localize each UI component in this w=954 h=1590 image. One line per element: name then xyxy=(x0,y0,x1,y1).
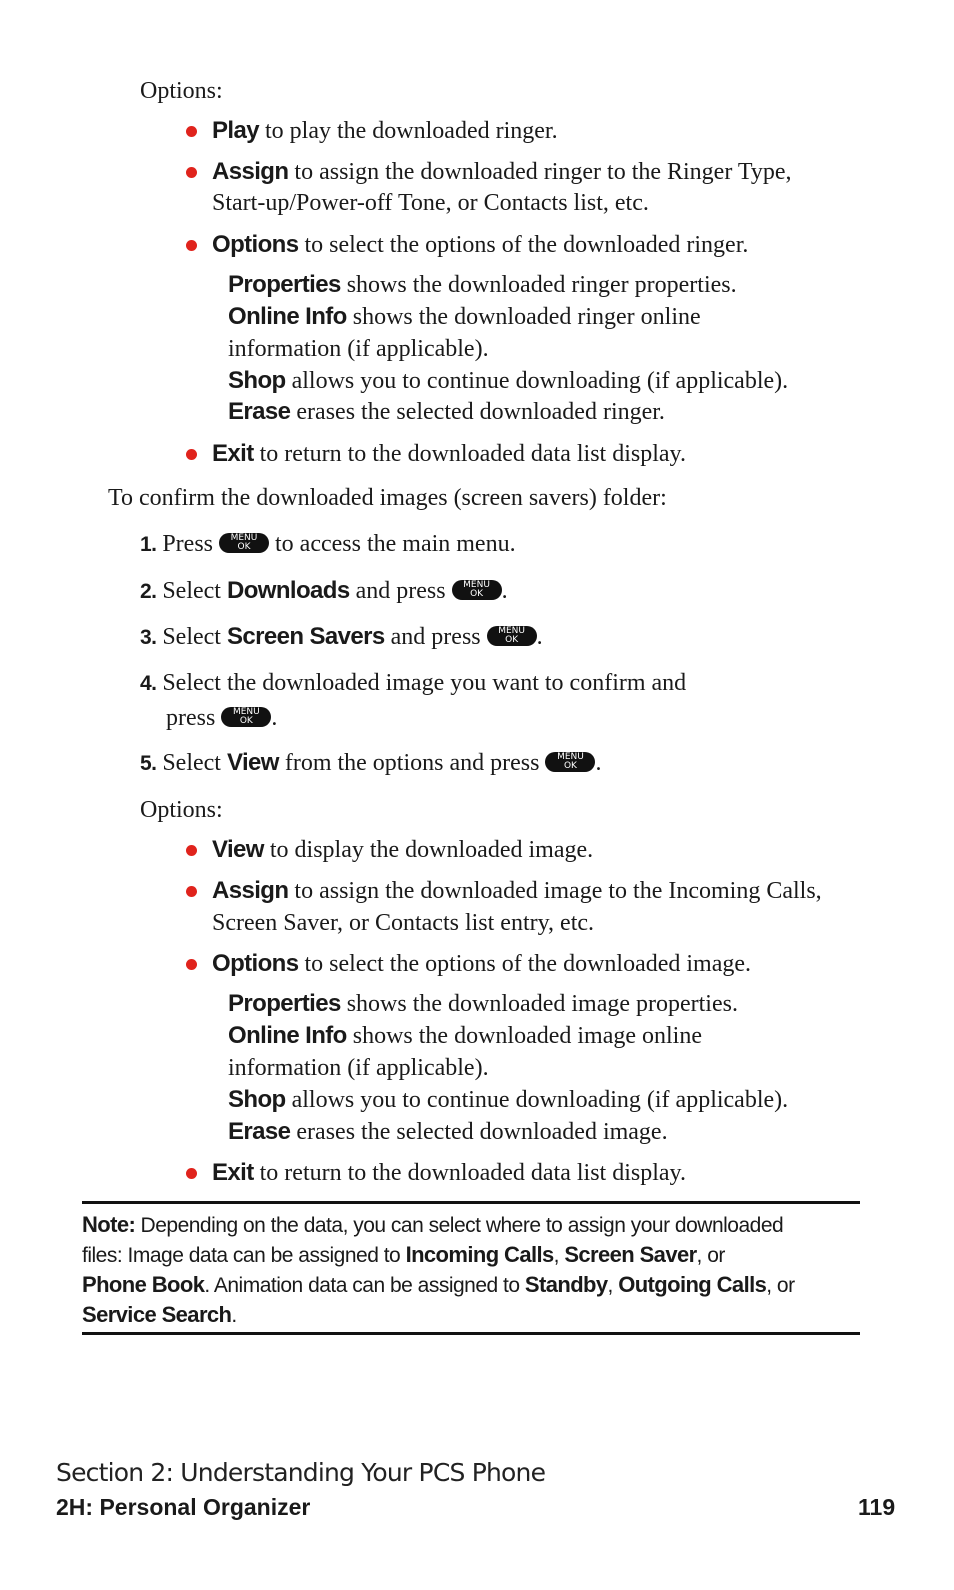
image-assign-item: Assign to assign the downloaded image to the Incoming Calls, xyxy=(212,877,822,904)
step-3: 3. Select Screen Savers and press MENU OK . xyxy=(140,623,543,650)
bullet-icon xyxy=(186,449,197,460)
bullet-icon xyxy=(186,240,197,251)
confirm-intro: To confirm the downloaded images (screen savers) folder: xyxy=(108,485,667,511)
menu-ok-key-icon: MENU OK xyxy=(487,626,537,646)
note-text: Note: Depending on the data, you can select where to assign your downloaded files: Image data can be assigned to Incoming Calls, Screen Saver, or Phone Book. Animation data can be assigned to Standby, Outgoing Calls, or Service Search. xyxy=(82,1212,795,1327)
image-exit-item: Exit to return to the downloaded data list display. xyxy=(212,1159,686,1186)
menu-ok-key-icon: MENU OK xyxy=(221,707,271,727)
image-erase: Erase erases the selected downloaded image. xyxy=(228,1118,668,1145)
image-online-info: Online Info shows the downloaded image online xyxy=(228,1022,702,1049)
ringer-shop: Shop allows you to continue downloading (if applicable). xyxy=(228,367,789,394)
ringer-erase: Erase erases the selected downloaded ringer. xyxy=(228,398,665,425)
options-label: Options: xyxy=(140,78,223,104)
step-2: 2. Select Downloads and press MENU OK . xyxy=(140,577,508,604)
image-assign-item-cont: Screen Saver, or Contacts list entry, etc. xyxy=(212,910,595,936)
page-number: 119 xyxy=(858,1494,896,1520)
note-box xyxy=(82,1201,860,1335)
options-label: Options: xyxy=(140,797,223,823)
menu-ok-key-icon: MENU OK xyxy=(452,580,502,600)
bullet-icon xyxy=(186,845,197,856)
ringer-assign-item-cont: Start-up/Power-off Tone, or Contacts list, etc. xyxy=(212,190,649,216)
bullet-icon xyxy=(186,1168,197,1179)
step-5: 5. Select View from the options and press MENU OK . xyxy=(140,749,602,776)
footer-section-title: Section 2: Understanding Your PCS Phone xyxy=(56,1458,546,1487)
step-4: 4. Select the downloaded image you want to confirm and xyxy=(140,670,687,696)
footer-subsection: 2H: Personal Organizer xyxy=(56,1494,311,1520)
ringer-online-info-cont: information (if applicable). xyxy=(228,336,489,362)
ringer-exit-item: Exit to return to the downloaded data list display. xyxy=(212,440,686,467)
ringer-play-item: Play to play the downloaded ringer. xyxy=(212,117,558,144)
step-1: 1. Press MENU OK to access the main menu. xyxy=(140,531,516,557)
ringer-online-info: Online Info shows the downloaded ringer online xyxy=(228,303,701,330)
bullet-icon xyxy=(186,126,197,137)
menu-ok-key-icon: MENU OK xyxy=(545,752,595,772)
ringer-assign-item: Assign to assign the downloaded ringer to the Ringer Type, xyxy=(212,158,792,185)
image-options-item: Options to select the options of the downloaded image. xyxy=(212,950,752,977)
bullet-icon xyxy=(186,959,197,970)
bullet-icon xyxy=(186,886,197,897)
step-4-cont: press MENU OK . xyxy=(166,705,278,731)
image-shop: Shop allows you to continue downloading (if applicable). xyxy=(228,1086,789,1113)
term: Play xyxy=(212,117,259,144)
image-view-item: View to display the downloaded image. xyxy=(212,836,594,863)
ringer-properties: Properties shows the downloaded ringer properties. xyxy=(228,271,737,298)
image-properties: Properties shows the downloaded image properties. xyxy=(228,990,738,1017)
ringer-options-item: Options to select the options of the downloaded ringer. xyxy=(212,231,749,258)
image-online-info-cont: information (if applicable). xyxy=(228,1055,489,1081)
menu-ok-key-icon: MENU OK xyxy=(219,533,269,553)
bullet-icon xyxy=(186,167,197,178)
note-label: Note: xyxy=(82,1212,136,1237)
